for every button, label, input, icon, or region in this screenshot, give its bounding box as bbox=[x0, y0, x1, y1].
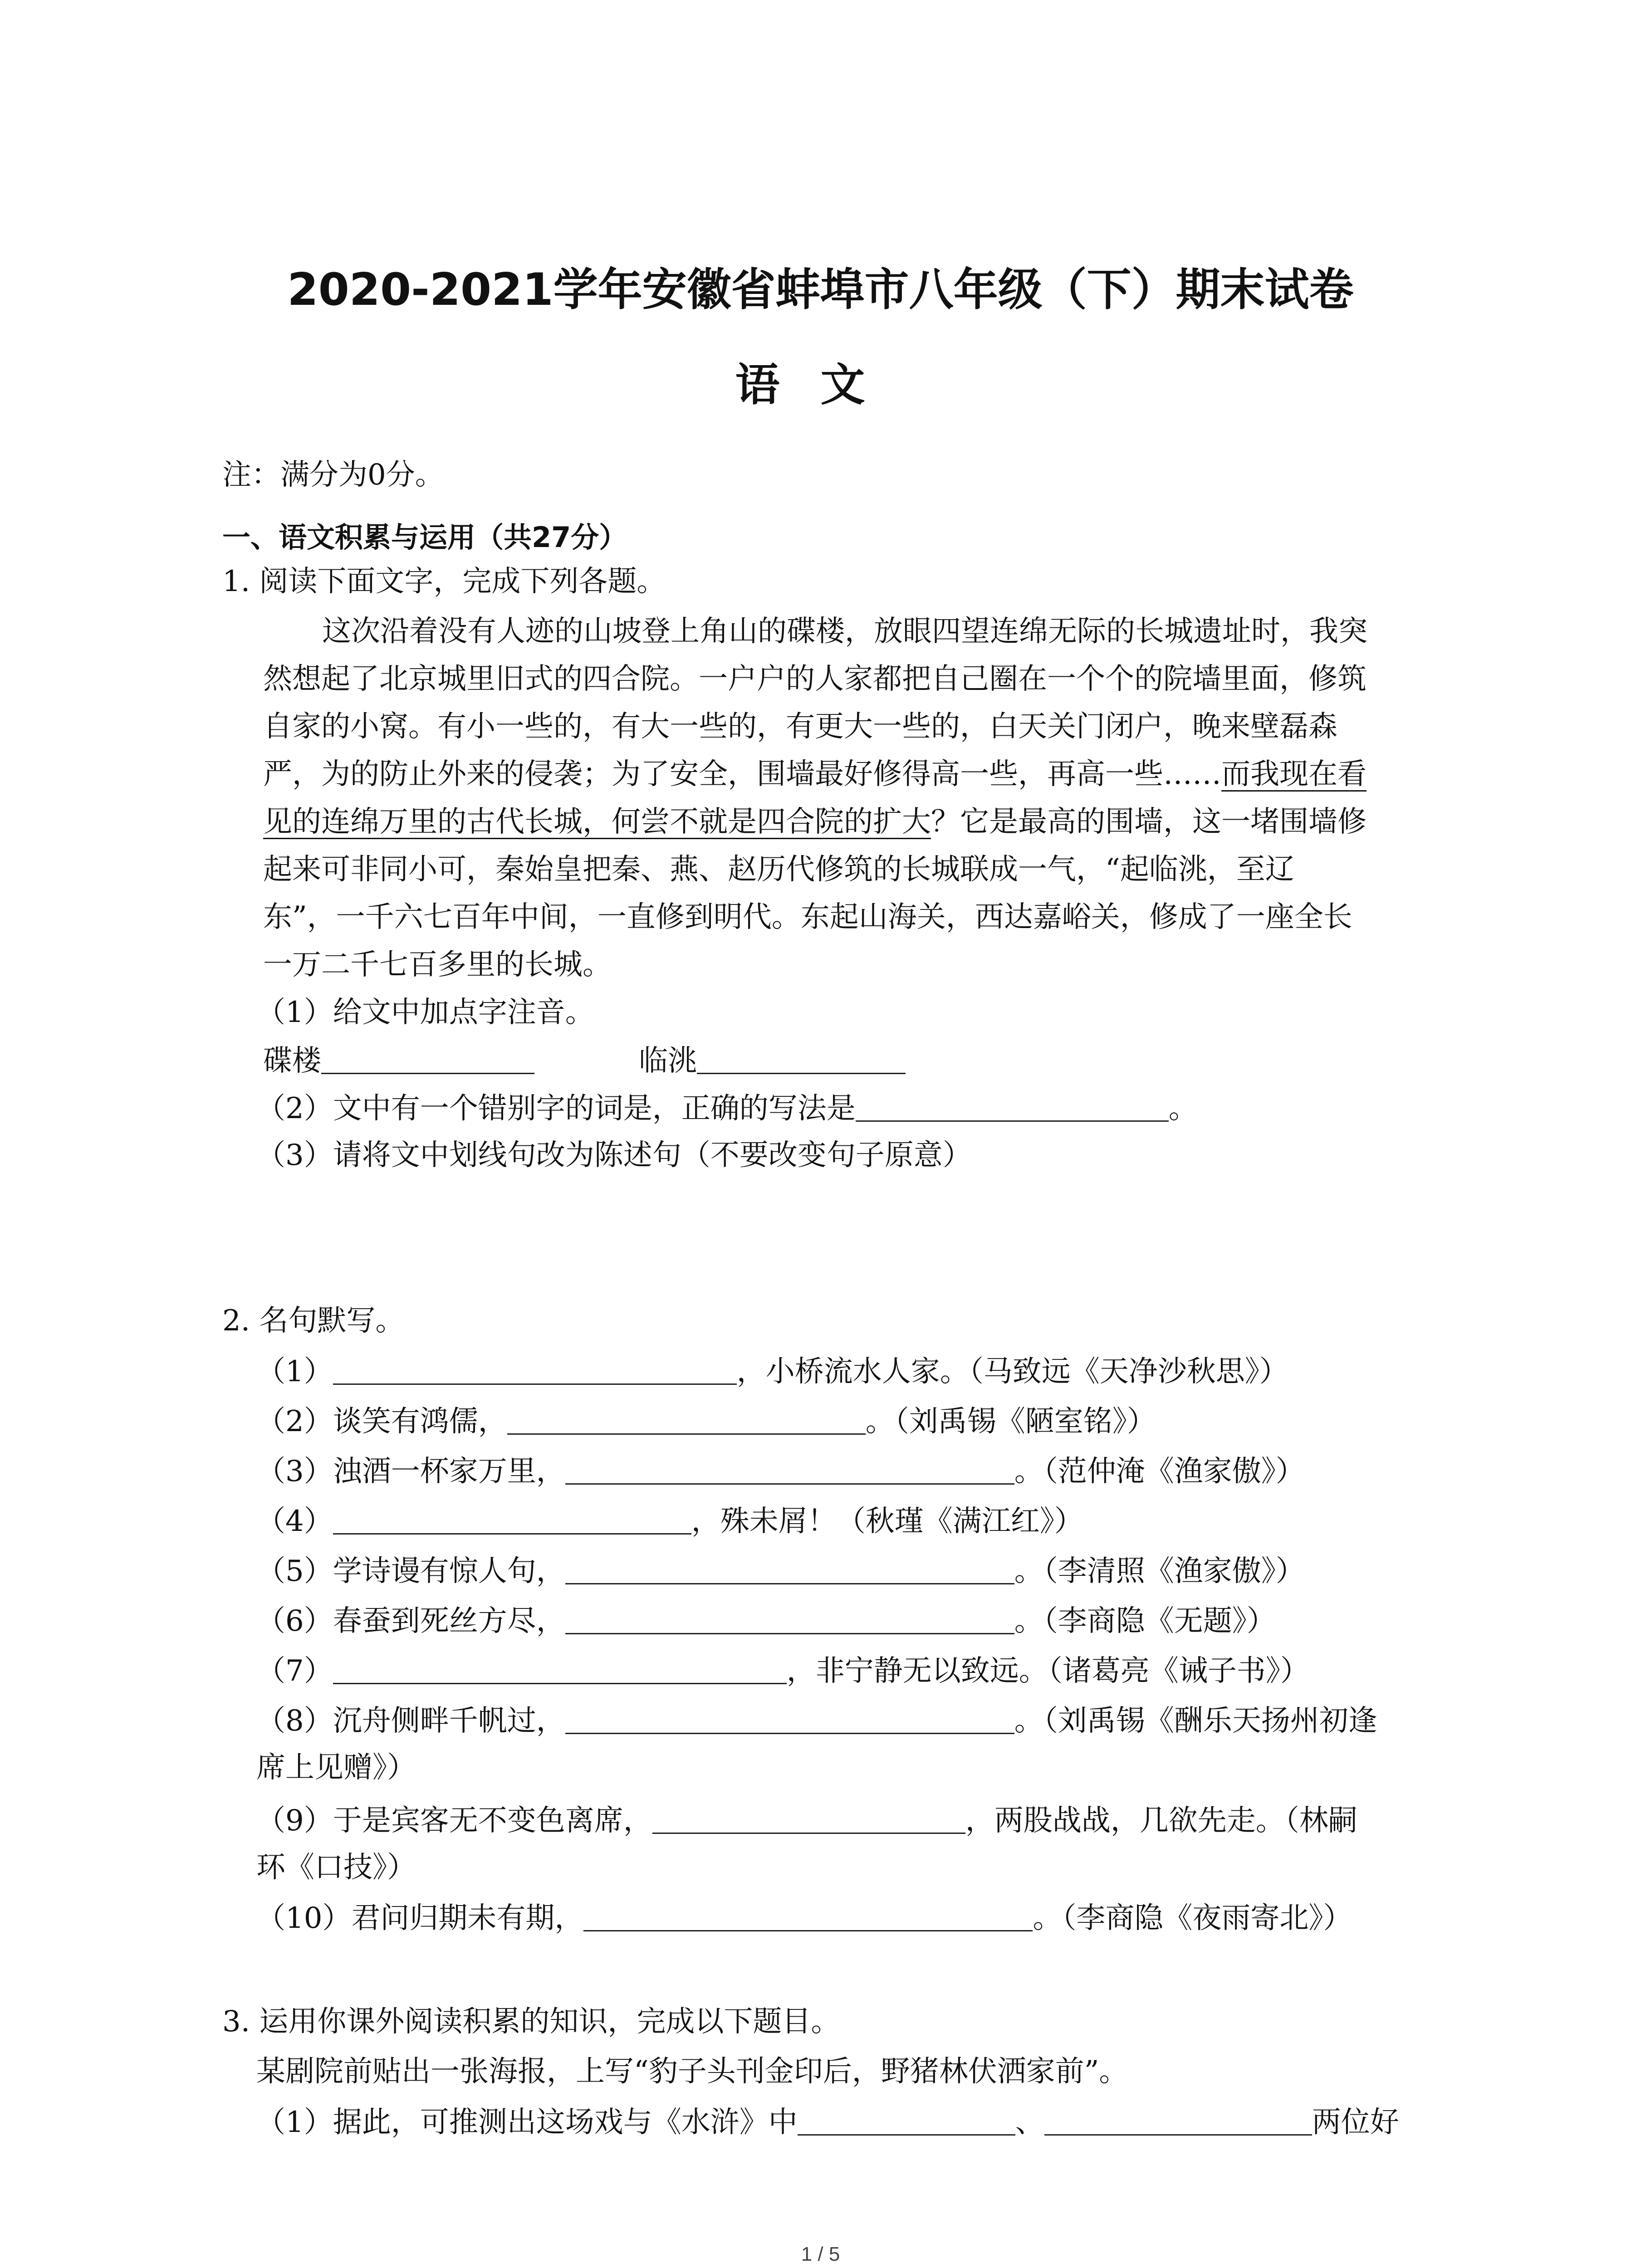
question-2-intro: 2. 名句默写。 bbox=[222, 1304, 405, 1338]
recitation-item bbox=[256, 1704, 1377, 1738]
item-prefix: （7） bbox=[256, 1654, 333, 1688]
answer-blank[interactable] bbox=[798, 2107, 1015, 2136]
question-text: （2）文中有一个错别字的词是，正确的写法是 bbox=[256, 1092, 856, 1125]
passage-line bbox=[263, 805, 1367, 839]
item-prefix: （8）沉舟侧畔千帆过， bbox=[256, 1704, 565, 1738]
item-suffix: 。（李商隐《无题》） bbox=[1014, 1604, 1276, 1638]
item-prefix: （1） bbox=[256, 1355, 333, 1388]
word-label: 碟楼 bbox=[263, 1044, 321, 1078]
page-number: 1 / 5 bbox=[801, 2243, 840, 2265]
question-1-intro: 1. 阅读下面文字，完成下列各题。 bbox=[222, 565, 666, 598]
pinyin-row bbox=[263, 1044, 906, 1078]
question-3-intro: 3. 运用你课外阅读积累的知识，完成以下题目。 bbox=[222, 2005, 840, 2038]
item-prefix: （5）学诗谩有惊人句， bbox=[256, 1554, 565, 1588]
answer-blank[interactable] bbox=[697, 1046, 906, 1074]
recitation-item bbox=[256, 1356, 1288, 1386]
item-prefix: （3）浊酒一杯家万里， bbox=[256, 1455, 565, 1488]
recitation-item-cont: 环《口技》） bbox=[256, 1851, 416, 1884]
item-suffix: 。（刘禹锡《酬乐天扬州初逢 bbox=[1014, 1704, 1377, 1738]
passage-line bbox=[263, 760, 1367, 789]
recitation-item bbox=[256, 1903, 1352, 1933]
passage-line: 自家的小窝。有小一些的，有大一些的，有更大一些的，白天关门闭户，晚来壁磊森 bbox=[263, 710, 1337, 743]
poster-text: 某剧院前贴出一张海报，上写“豹子头刊金印后，野猪林伏洒家前”。 bbox=[256, 2055, 1128, 2088]
sub-question-1 bbox=[256, 2107, 1399, 2137]
recitation-item bbox=[256, 1656, 1309, 1686]
answer-blank[interactable] bbox=[333, 1356, 737, 1385]
item-suffix: ，两股战战，几欲先走。（林嗣 bbox=[965, 1804, 1357, 1838]
recitation-item bbox=[256, 1606, 1276, 1636]
item-suffix: 。（刘禹锡《陋室铭》） bbox=[865, 1405, 1156, 1438]
item-suffix: 。（范仲淹《渔家傲》） bbox=[1014, 1455, 1305, 1488]
page-title: 2020-2021学年安徽省蚌埠市八年级（下）期末试卷 bbox=[287, 264, 1354, 316]
answer-blank[interactable] bbox=[856, 1093, 1169, 1122]
item-prefix: （6）春蚕到死丝方尽， bbox=[256, 1604, 565, 1638]
passage-line: 一万二千七百多里的长城。 bbox=[263, 948, 612, 982]
passage-line: 然想起了北京城里旧式的四合院。一户户的人家都把自己圈在一个个的院墙里面，修筑 bbox=[263, 662, 1367, 696]
answer-blank[interactable] bbox=[652, 1805, 965, 1834]
subject-title: 语文 bbox=[735, 359, 906, 411]
sub-question-3: （3）请将文中划线句改为陈述句（不要改变句子原意） bbox=[256, 1139, 972, 1172]
item-suffix: ，殊未屑！（秋瑾《满江红》） bbox=[691, 1505, 1083, 1538]
separator: 、 bbox=[1015, 2106, 1044, 2139]
answer-blank[interactable] bbox=[583, 1903, 1033, 1931]
score-note: 注：满分为0分。 bbox=[222, 458, 444, 492]
item-suffix: 。（李清照《渔家傲》） bbox=[1014, 1554, 1305, 1588]
underlined-sentence: 见的连绵万里的古代长城，何尝不就是四合院的扩大 bbox=[263, 805, 931, 839]
answer-blank[interactable] bbox=[565, 1606, 1014, 1634]
underlined-sentence: 而我现在看 bbox=[1221, 758, 1367, 791]
answer-blank[interactable] bbox=[565, 1556, 1014, 1584]
answer-blank[interactable] bbox=[565, 1706, 1014, 1734]
item-prefix: （9）于是宾客无不变色离席， bbox=[256, 1804, 652, 1838]
sub-question-1: （1）给文中加点字注音。 bbox=[256, 996, 594, 1029]
answer-blank[interactable] bbox=[333, 1656, 787, 1684]
item-suffix: ，非宁静无以致远。（诸葛亮《诫子书》） bbox=[786, 1654, 1309, 1688]
answer-blank[interactable] bbox=[321, 1046, 534, 1074]
answer-blank[interactable] bbox=[333, 1506, 691, 1535]
item-prefix: （2）谈笑有鸿儒， bbox=[256, 1405, 507, 1438]
answer-blank[interactable] bbox=[565, 1456, 1014, 1485]
sub-question-2 bbox=[256, 1093, 1198, 1123]
section-heading: 一、语文积累与运用（共27分） bbox=[222, 521, 627, 554]
passage-line: 这次沿着没有人迹的山坡登上角山的碟楼，放眼四望连绵无际的长城遗址时，我突 bbox=[322, 615, 1367, 648]
question-text: 。 bbox=[1168, 1092, 1198, 1125]
question-text: （1）据此，可推测出这场戏与《水浒》中 bbox=[256, 2106, 798, 2139]
answer-blank[interactable] bbox=[1044, 2107, 1312, 2136]
recitation-item-cont: 席上见赠》） bbox=[256, 1751, 416, 1784]
item-prefix: （4） bbox=[256, 1505, 333, 1538]
question-text: 两位好 bbox=[1312, 2106, 1399, 2139]
item-prefix: （10）君问归期未有期， bbox=[256, 1901, 584, 1935]
recitation-item bbox=[256, 1556, 1305, 1586]
passage-text: ？它是最高的围墙，这一堵围墙修 bbox=[931, 805, 1367, 839]
recitation-item bbox=[256, 1506, 1083, 1536]
passage-line: 起来可非同小可，秦始皇把秦、燕、赵历代修筑的长城联成一气，“起临洮，至辽 bbox=[263, 853, 1294, 886]
item-suffix: 。（李商隐《夜雨寄北》） bbox=[1033, 1901, 1352, 1935]
word-label: 临洮 bbox=[639, 1044, 697, 1078]
item-suffix: ，小桥流水人家。（马致远《天净沙秋思》） bbox=[736, 1355, 1288, 1388]
recitation-item bbox=[256, 1406, 1156, 1436]
answer-blank[interactable] bbox=[507, 1406, 866, 1435]
passage-line: 东”，一千六七百年中间，一直修到明代。东起山海关，西达嘉峪关，修成了一座全长 bbox=[263, 900, 1352, 934]
passage-text: 严，为的防止外来的侵袭；为了安全，围墙最好修得高一些，再高一些…… bbox=[263, 758, 1221, 791]
recitation-item bbox=[256, 1456, 1305, 1486]
recitation-item bbox=[256, 1804, 1357, 1838]
